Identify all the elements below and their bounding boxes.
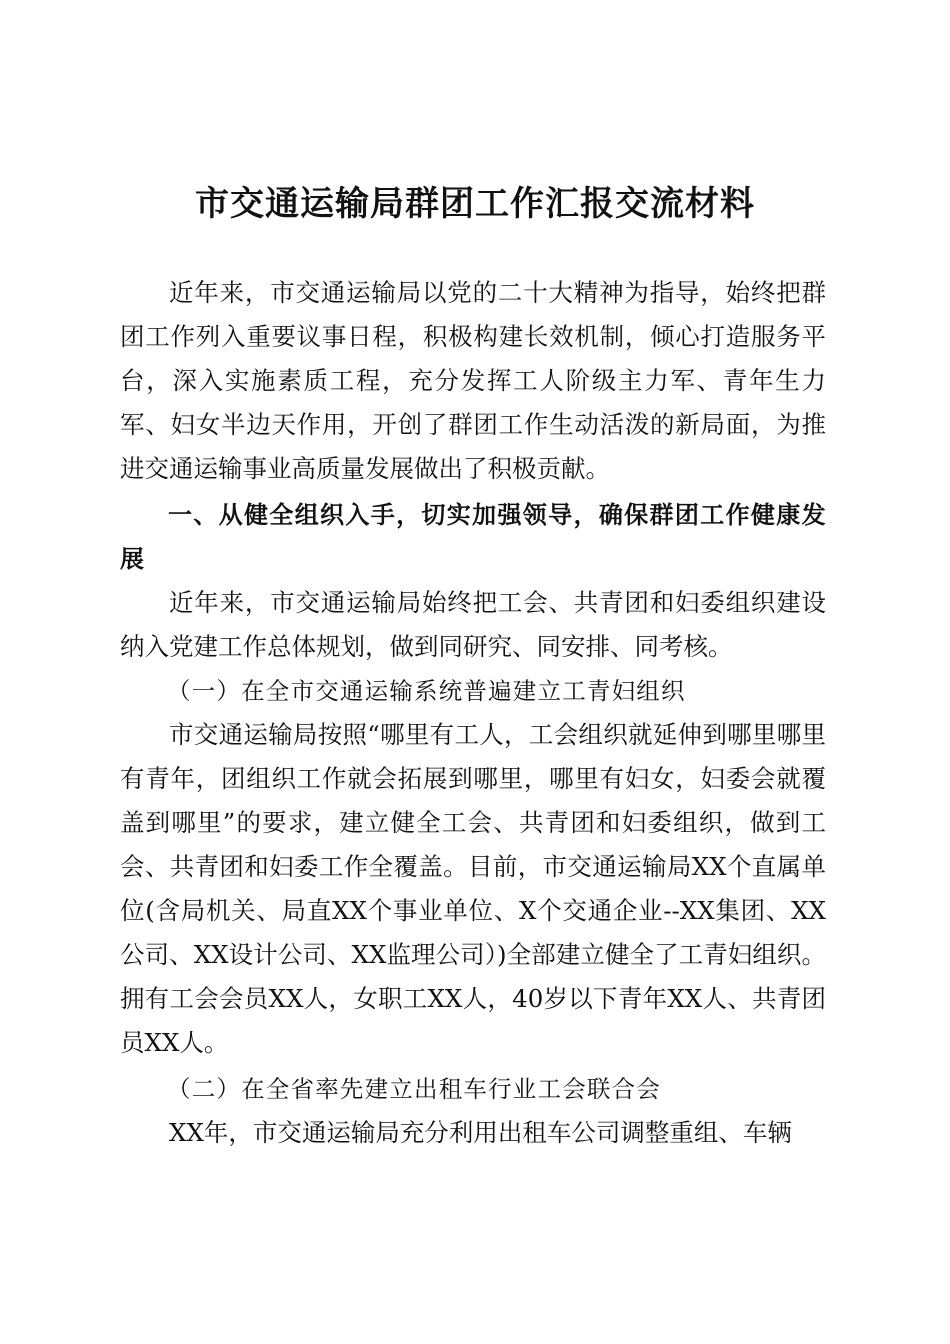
subsection-2-heading: （二）在全省率先建立出租车行业工会联合会 [167, 1075, 661, 1103]
section-1-heading: 一、从健全组织入手，切实加强领导，确保群团工作健康发展 [120, 501, 826, 573]
section-1-paragraph: 近年来，市交通运输局始终把工会、共青团和妇委组织建设纳入党建工作总体规划，做到同研究、同安排、同考核。 [120, 588, 826, 661]
subsection-1-paragraph: 市交通运输局按照“哪里有工人，工会组织就延伸到哪里哪里有青年，团组织工作就会拓展到哪里，哪里有妇女，妇委会就覆盖到哪里”的要求，建立健全工会、共青团和妇委组织，做到工会、共青团和妇委工作全覆盖。目前，市交通运输局XX个直属单位(含局机关、局直XX个事业单位、X个交通企业--XX集团、XX公司、XX设计公司、XX监理公司）)全部建立健全了工青妇组织。拥有工会会员XX人，女职工XX人，40岁以下青年XX人、共青团员XX人。 [120, 720, 826, 1057]
intro-paragraph: 近年来，市交通运输局以党的二十大精神为指导，始终把群团工作列入重要议事日程，积极构建长效机制，倾心打造服务平台，深入实施素质工程，充分发挥工人阶级主力军、青年生力军、妇女半边天作用，开创了群团工作生动活泼的新局面，为推进交通运输事业高质量发展做出了积极贡献。 [120, 278, 826, 483]
document-body [120, 271, 826, 1155]
subsection-2-paragraph: XX年，市交通运输局充分利用出租车公司调整重组、车辆 [169, 1118, 792, 1147]
subsection-1-heading: （一）在全市交通运输系统普遍建立工青妇组织 [167, 677, 686, 705]
document-title: 市交通运输局群团工作汇报交流材料 [195, 184, 755, 224]
